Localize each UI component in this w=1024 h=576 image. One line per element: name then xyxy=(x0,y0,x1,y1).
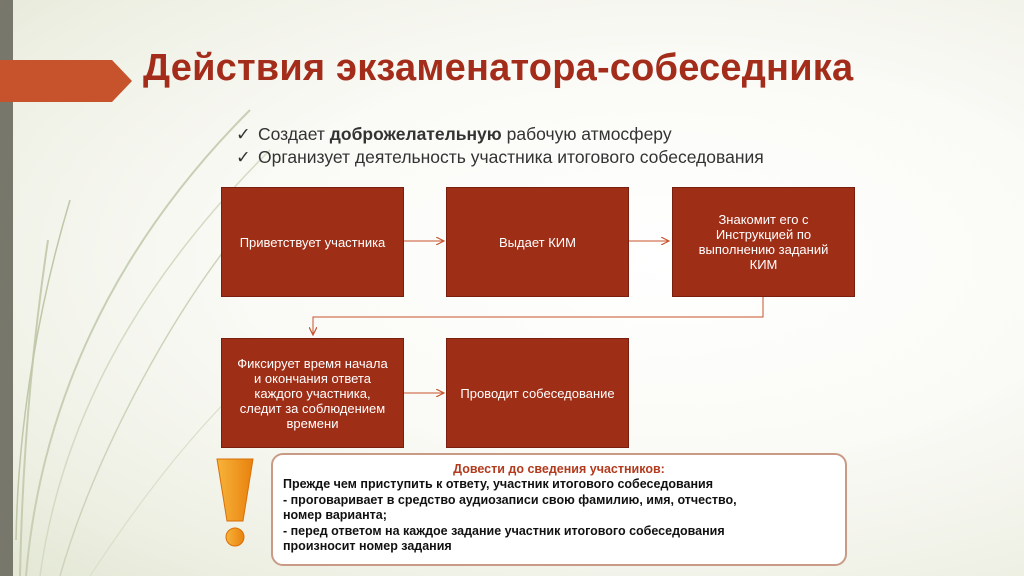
checkmark-icon: ✓ xyxy=(236,147,251,167)
flow-step-greet: Приветствует участника xyxy=(221,187,404,297)
slide-title: Действия экзаменатора-собеседника xyxy=(143,47,854,89)
notice-line: произносит номер задания xyxy=(283,539,452,553)
flow-step-conduct-interview: Проводит собеседование xyxy=(446,338,629,448)
bullet-text: Создает xyxy=(258,124,330,144)
bullet-bold-text: доброжелательную xyxy=(329,124,502,144)
flow-step-timekeeping: Фиксирует время начала и окончания ответа каждого участника, следит за соблюдением времени xyxy=(221,338,404,448)
notice-line: номер варианта; xyxy=(283,508,387,522)
flow-step-issue-kim: Выдает КИМ xyxy=(446,187,629,297)
exclamation-icon xyxy=(213,457,257,549)
notice-heading: Довести до сведения участников: xyxy=(453,462,665,476)
arrow-3-4 xyxy=(313,297,763,335)
bullet-text: Организует деятельность участника итогового собеседования xyxy=(258,147,764,167)
notice-line: Прежде чем приступить к ответу, участник итогового собеседования xyxy=(283,477,714,491)
flow-step-instruction: Знакомит его с Инструкцией по выполнению заданий КИМ xyxy=(672,187,855,297)
checkmark-icon: ✓ xyxy=(236,124,251,144)
notice-box xyxy=(271,453,847,566)
bullet-text: рабочую атмосферу xyxy=(501,124,672,144)
notice-line: - перед ответом на каждое задание участник итогового собеседования xyxy=(283,523,725,538)
notice-line: - проговаривает в средство аудиозаписи свою фамилию, имя, отчество, xyxy=(283,492,737,507)
